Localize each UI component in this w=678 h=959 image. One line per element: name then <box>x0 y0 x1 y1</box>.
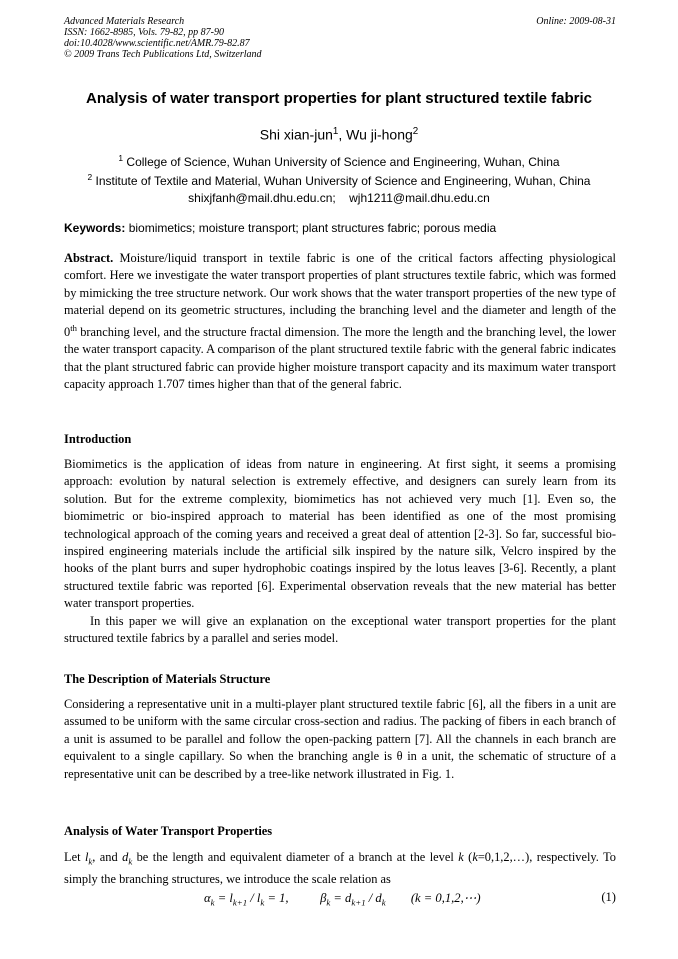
eq-part: / d <box>365 891 382 905</box>
abstract-text-a: Moisture/liquid transport in textile fabric is one of the critical factors affecting physiological comfort. Here we investigate the water transport properties of plant structures textile fabric, which was formed by mimicking the tree structure network. Our work shows that the water transport properties of the new type of material depend on its geometric structures, including the branching level and the diameter and length of the 0 <box>64 251 616 339</box>
affiliation-1-text: College of Science, Wuhan University of Science and Engineering, Wuhan, China <box>123 155 560 169</box>
eq-sub: k+1 <box>232 897 248 908</box>
analysis-text: =0,1,2,…), respectively. To simply the branching structures, we introduce the scale relation as <box>64 850 616 886</box>
abstract-paragraph <box>64 250 616 393</box>
symbol-d-sub: k <box>128 856 133 867</box>
eq-sub: k+1 <box>351 897 366 908</box>
alpha-sub: k <box>210 897 215 908</box>
symbol-k: k <box>458 850 464 864</box>
online-date: Online: 2009-08-31 <box>536 16 616 27</box>
eq-sub: k <box>381 897 386 908</box>
keywords-text: biomimetics; moisture transport; plant structures fabric; porous media <box>125 221 497 235</box>
beta-sub: k <box>326 897 331 908</box>
introduction-paragraph-1: Biomimetics is the application of ideas from nature in engineering. At first sight, it seems a promising approach: evolution by natural selection is extremely effective, and designers can surely learn from its solution. But for the extreme complexity, biomimetics has not achieved very much [1]. Even so, the biomimetric or bio-inspired approach to material has been identified as one of the most promising technological approach of the coming years and received a great deal of attention [2-3]. So far, successful bio-inspired engineering materials include the artificial silk inspired by the nature silk, Velcro inspired by the hooks of the plant burrs and super hydrophobic coatings inspired by the lotus leaves [3-6]. Recently, a plant structured textile fabric was reported [6]. Experimental observation reveals that the new material has better water transport properties. <box>64 457 616 611</box>
email-line <box>40 191 638 205</box>
issn-line: ISSN: 1662-8985, Vols. 79-82, pp 87-90 <box>64 27 224 38</box>
eq-range: (k = 0,1,2,⋯) <box>410 891 481 905</box>
introduction-paragraph-2: In this paper we will give an explanation on the exceptional water transport properties for the plant structured textile fabrics by a parallel and series model. <box>64 613 616 646</box>
eq-part: / l <box>247 891 261 905</box>
doi-line: doi:10.4028/www.scientific.net/AMR.79-82.87 <box>64 38 250 49</box>
analysis-text: ( <box>463 850 473 864</box>
analysis-text: be the length and equivalent diameter of a branch at the level <box>132 850 459 864</box>
symbol-l: l <box>84 850 89 864</box>
symbol-l-sub: k <box>88 856 93 867</box>
abstract-text-b: branching level, and the structure fractal dimension. The more the length and the branching level, the lower the water transport capacity. A comparison of the plant structured textile fabric with the general fabric indicates that the plant structured fabric can provide higher moisture transport capacity and its maximum water transport capacity approach 1.707 times higher than that of the general fabric. <box>64 324 616 391</box>
affiliation-2 <box>40 172 638 188</box>
introduction-heading: Introduction <box>64 432 132 446</box>
introduction-body <box>64 456 616 647</box>
author-line <box>40 126 638 143</box>
email-2[interactable]: wjh1211@mail.dhu.edu.cn <box>349 191 490 205</box>
affiliation-2-text: Institute of Textile and Material, Wuhan University of Science and Engineering, Wuhan, China <box>92 174 591 188</box>
equation-body <box>204 890 481 908</box>
eq-sub: k <box>260 897 265 908</box>
journal-header <box>64 16 616 60</box>
keywords-label: Keywords: <box>64 221 126 235</box>
keywords-line <box>64 221 616 235</box>
equation-1 <box>64 890 616 910</box>
author-2: Wu ji-hong <box>346 126 413 143</box>
affiliation-1 <box>40 153 638 169</box>
analysis-text: , and <box>92 850 123 864</box>
analysis-text: Let <box>64 850 85 864</box>
author-1-affil: 1 <box>332 126 339 137</box>
abstract-label: Abstract. <box>64 251 114 265</box>
author-separator: , <box>338 126 347 143</box>
affiliation-2-mark: 2 <box>87 172 93 182</box>
alpha-symbol: α <box>204 891 211 905</box>
email-1[interactable]: shixjfanh@mail.dhu.edu.cn; <box>188 191 336 205</box>
symbol-d: d <box>122 850 129 864</box>
description-paragraph: Considering a representative unit in a multi-player plant structured textile fabric [6], all the fibers in a unit are assumed to be uniform with the same circular cross-section and radius. The packing of fibers in each branch of a unit is assumed to be parallel and follow the open-packing pattern [7]. All the channels in each branch are equivalent to a single capillary. So when the branching angle is θ in a unit, the schematic of structure of a representative unit can be described by a tree-like network illustrated in Fig. 1. <box>64 697 616 781</box>
description-heading: The Description of Materials Structure <box>64 672 271 686</box>
equation-number: (1) <box>601 890 616 904</box>
paper-title: Analysis of water transport properties for plant structured textile fabric <box>86 90 592 107</box>
affiliation-1-mark: 1 <box>118 153 124 163</box>
eq-part: = l <box>214 891 233 905</box>
journal-name: Advanced Materials Research <box>64 16 185 27</box>
author-1: Shi xian-jun <box>259 126 333 143</box>
analysis-heading: Analysis of Water Transport Properties <box>64 824 273 838</box>
abstract-sup: th <box>70 322 77 333</box>
analysis-paragraph <box>64 849 616 888</box>
symbol-k: k <box>472 850 478 864</box>
beta-symbol: β <box>320 891 327 905</box>
eq-part: = 1, <box>264 891 289 905</box>
author-2-affil: 2 <box>412 126 419 137</box>
eq-part: = d <box>330 891 352 905</box>
copyright-line: © 2009 Trans Tech Publications Ltd, Switzerland <box>64 49 262 60</box>
